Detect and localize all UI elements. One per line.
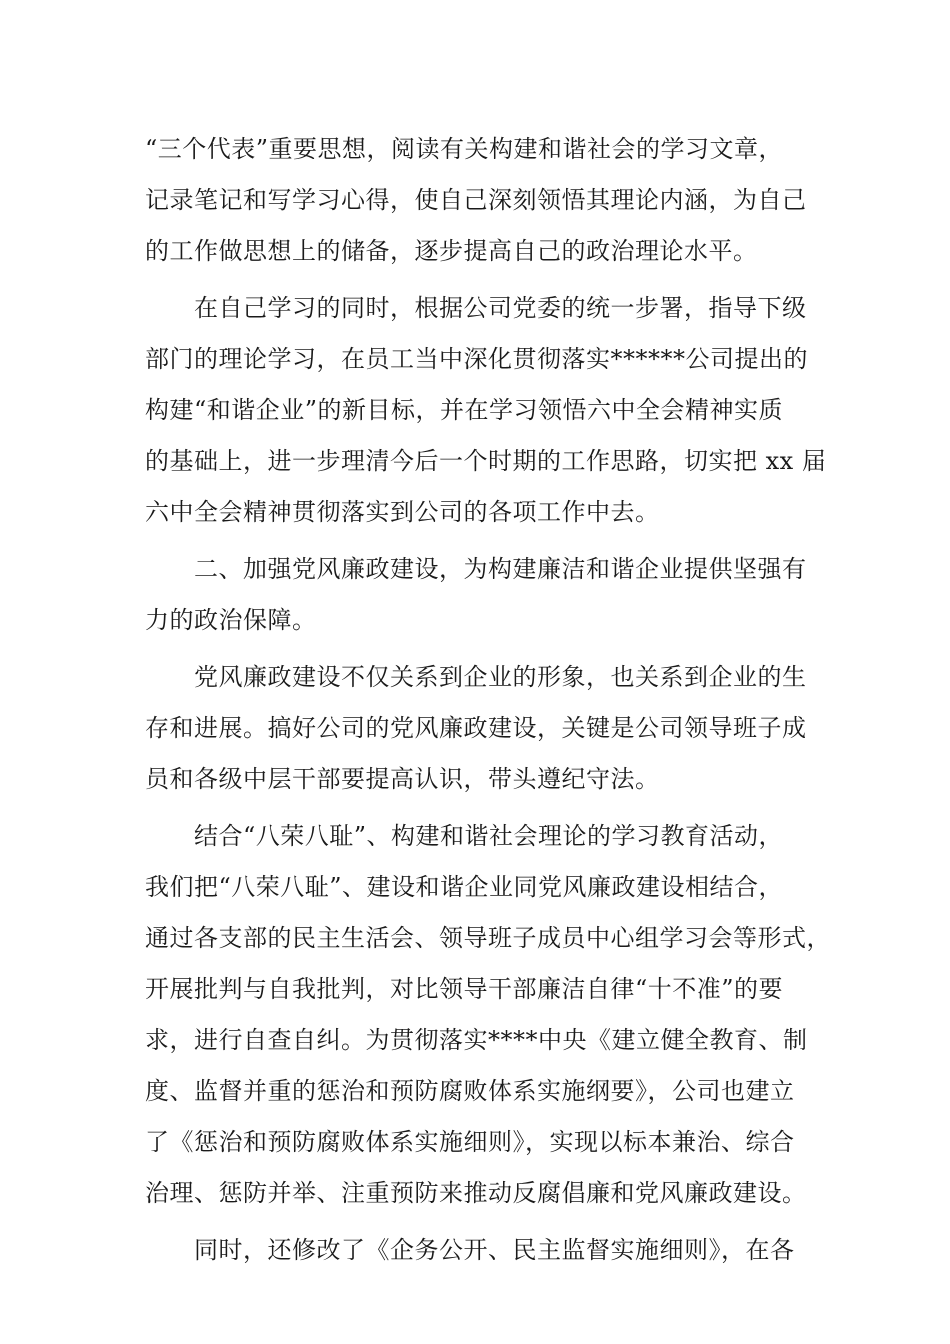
text-line: 记录笔记和写学习心得，使自己深刻领悟其理论内涵，为自己 — [145, 186, 807, 214]
text-line: 的基础上，进一步理清今后一个时期的工作思路，切实把 xx 届 — [145, 447, 827, 475]
text-line: “三个代表”重要思想，阅读有关构建和谐社会的学习文章， — [145, 135, 784, 163]
text-line: 了《惩治和预防腐败体系实施细则》，实现以标本兼治、综合 — [145, 1128, 795, 1156]
text-line: 六中全会精神贯彻落实到公司的各项工作中去。 — [145, 498, 660, 526]
text-line: 度、监督并重的惩治和预防腐败体系实施纲要》，公司也建立 — [145, 1077, 795, 1105]
document-body — [145, 124, 831, 1276]
text-line: 部门的理论学习，在员工当中深化贯彻落实******公司提出的 — [145, 345, 808, 373]
text-line: 构建“和谐企业”的新目标，并在学习领悟六中全会精神实质 — [145, 396, 784, 424]
section-heading-line: 二、加强党风廉政建设，为构建廉洁和谐企业提供坚强有 — [145, 555, 807, 583]
text-line: 同时，还修改了《企务公开、民主监督实施细则》，在各 — [145, 1236, 795, 1264]
text-line: 党风廉政建设不仅关系到企业的形象，也关系到企业的生 — [145, 663, 807, 691]
text-line: 开展批判与自我批判，对比领导干部廉洁自律“十不准”的要 — [145, 975, 784, 1003]
text-line: 的工作做思想上的储备，逐步提高自己的政治理论水平。 — [145, 237, 758, 265]
text-line: 我们把“八荣八耻”、建设和谐企业同党风廉政建设相结合， — [145, 873, 784, 901]
text-line: 求，进行自查自纠。为贯彻落实****中央《建立健全教育、制 — [145, 1026, 808, 1054]
text-line: 存和进展。搞好公司的党风廉政建设，关键是公司领导班子成 — [145, 714, 807, 742]
text-line: 治理、惩防并举、注重预防来推动反腐倡廉和党风廉政建设。 — [145, 1179, 807, 1207]
text-line: 在自己学习的同时，根据公司党委的统一步署，指导下级 — [145, 294, 807, 322]
text-line: 通过各支部的民主生活会、领导班子成员中心组学习会等形式， — [145, 924, 831, 952]
text-line: 员和各级中层干部要提高认识，带头遵纪守法。 — [145, 765, 660, 793]
section-heading-line: 力的政治保障。 — [145, 606, 317, 634]
text-line: 结合“八荣八耻”、构建和谐社会理论的学习教育活动， — [145, 822, 784, 850]
